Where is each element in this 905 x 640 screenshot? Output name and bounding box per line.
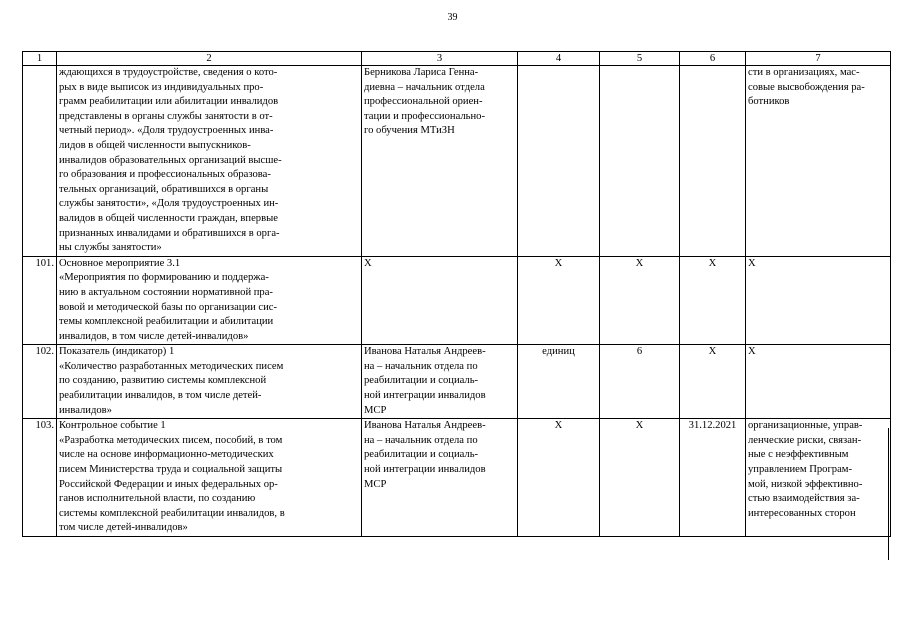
resp-line: на – начальник отдела по: [364, 360, 478, 372]
desc-line: нию в актуальном состоянии нормативной пра-: [59, 286, 273, 298]
margin-line: [888, 428, 889, 560]
c7-line: совые высвобождения ра-: [748, 81, 865, 93]
table-row: [23, 345, 891, 419]
description-cell: [57, 256, 362, 345]
desc-line: писем Министерства труда и социальной защиты: [59, 464, 283, 476]
description-cell: [57, 66, 362, 257]
desc-line: системы комплексной реабилитации инвалидов, в: [59, 507, 285, 519]
row-number-cell: 101.: [23, 256, 57, 345]
responsible-cell: [362, 419, 518, 537]
header-cell: 3: [362, 52, 518, 66]
desc-line: «Разработка методических писем, пособий, в том: [59, 434, 283, 446]
unit-cell: единиц: [518, 345, 600, 419]
c7-line: Х: [748, 257, 756, 269]
desc-line: вовой и методической базы по организации сис-: [59, 301, 278, 313]
resp-line: МСР: [364, 404, 387, 416]
resp-line: Х: [364, 257, 372, 269]
c7-line: управлением Програм-: [748, 464, 853, 476]
header-cell: 7: [746, 52, 891, 66]
resp-line: профессиональной ориен-: [364, 96, 483, 108]
description-cell: [57, 419, 362, 537]
c7-line: мой, низкой эффективно-: [748, 478, 863, 490]
desc-line: грамм реабилитации или абилитации инвалидов: [59, 96, 279, 108]
desc-line: представлены в органы службы занятости в от-: [59, 110, 273, 122]
desc-line: признанных инвалидами и обратившихся в орга-: [59, 227, 280, 239]
deadline-cell: [680, 66, 746, 257]
resp-line: Иванова Наталья Андреев-: [364, 346, 486, 358]
row-number-cell: 102.: [23, 345, 57, 419]
risks-cell: [746, 256, 891, 345]
unit-cell: [518, 66, 600, 257]
c7-line: ные с неэффективным: [748, 449, 849, 461]
desc-line: лидов в общей численности выпускников-: [59, 139, 251, 151]
c7-line: стью взаимодействия за-: [748, 493, 860, 505]
desc-line: «Мероприятия по формированию и поддержа-: [59, 272, 269, 284]
resp-line: ной интеграции инвалидов: [364, 390, 486, 402]
desc-line: ны службы занятости»: [59, 242, 162, 254]
resp-line: го обучения МТиЗН: [364, 125, 455, 137]
resp-line: МСР: [364, 478, 387, 490]
responsible-cell: [362, 66, 518, 257]
deadline-cell: 31.12.2021: [680, 419, 746, 537]
c7-line: ботников: [748, 96, 790, 108]
desc-line: ждающихся в трудоустройстве, сведения о кото-: [59, 67, 278, 78]
header-row: [23, 52, 891, 66]
c7-line: сти в организациях, мас-: [748, 67, 860, 78]
c7-line: интересованных сторон: [748, 507, 856, 519]
desc-line: темы комплексной реабилитации и абилитации: [59, 316, 274, 328]
row-number-cell: 103.: [23, 419, 57, 537]
value-cell: Х: [600, 256, 680, 345]
resp-line: Берникова Лариса Генна-: [364, 67, 479, 78]
c7-line: организационные, управ-: [748, 420, 863, 432]
row-number-cell: [23, 66, 57, 257]
resp-line: реабилитации и социаль-: [364, 449, 479, 461]
desc-line: инвалидов, в том числе детей-инвалидов»: [59, 330, 249, 342]
deadline-cell: Х: [680, 256, 746, 345]
description-cell: [57, 345, 362, 419]
header-cell: 6: [680, 52, 746, 66]
value-cell: Х: [600, 419, 680, 537]
desc-line: реабилитации инвалидов, в том числе детей-: [59, 390, 262, 402]
desc-line: Основное мероприятие 3.1: [59, 257, 181, 269]
resp-line: ной интеграции инвалидов: [364, 464, 486, 476]
desc-line: Российской Федерации и иных федеральных ор-: [59, 478, 278, 490]
resp-line: диевна – начальник отдела: [364, 81, 485, 93]
program-table: [22, 51, 891, 537]
resp-line: Иванова Наталья Андреев-: [364, 420, 486, 432]
resp-line: тации и профессионально-: [364, 110, 485, 122]
risks-cell: [746, 419, 891, 537]
desc-line: по созданию, развитию системы комплексной: [59, 375, 267, 387]
desc-line: тельных организаций, обратившихся в органы: [59, 183, 269, 195]
header-cell: 2: [57, 52, 362, 66]
desc-line: валидов в общей численности граждан, впервые: [59, 212, 278, 224]
header-cell: 4: [518, 52, 600, 66]
desc-line: четный период». «Доля трудоустроенных инва-: [59, 125, 274, 137]
risks-cell: [746, 66, 891, 257]
desc-line: Контрольное событие 1: [59, 420, 166, 432]
desc-line: службы занятости», «Доля трудоустроенных ин-: [59, 198, 279, 210]
c7-line: Х: [748, 346, 756, 358]
page-number: 39: [447, 12, 458, 23]
unit-cell: Х: [518, 256, 600, 345]
table-row: [23, 256, 891, 345]
table-row: [23, 66, 891, 257]
header-cell: 5: [600, 52, 680, 66]
deadline-cell: Х: [680, 345, 746, 419]
desc-line: инвалидов образовательных организаций высше-: [59, 154, 282, 166]
desc-line: Показатель (индикатор) 1: [59, 346, 175, 358]
desc-line: ганов исполнительной власти, по созданию: [59, 493, 256, 505]
table-row: [23, 419, 891, 537]
desc-line: том числе детей-инвалидов»: [59, 522, 188, 534]
responsible-cell: [362, 256, 518, 345]
responsible-cell: [362, 345, 518, 419]
value-cell: [600, 66, 680, 257]
resp-line: на – начальник отдела по: [364, 434, 478, 446]
desc-line: «Количество разработанных методических писем: [59, 360, 284, 372]
desc-line: го образования и профессиональных образова-: [59, 169, 271, 181]
value-cell: 6: [600, 345, 680, 419]
risks-cell: [746, 345, 891, 419]
desc-line: инвалидов»: [59, 404, 112, 416]
resp-line: реабилитации и социаль-: [364, 375, 479, 387]
unit-cell: Х: [518, 419, 600, 537]
desc-line: рых в виде выписок из индивидуальных про-: [59, 81, 264, 93]
desc-line: числе на основе информационно-методических: [59, 449, 274, 461]
header-cell: 1: [23, 52, 57, 66]
c7-line: ленческие риски, связан-: [748, 434, 862, 446]
